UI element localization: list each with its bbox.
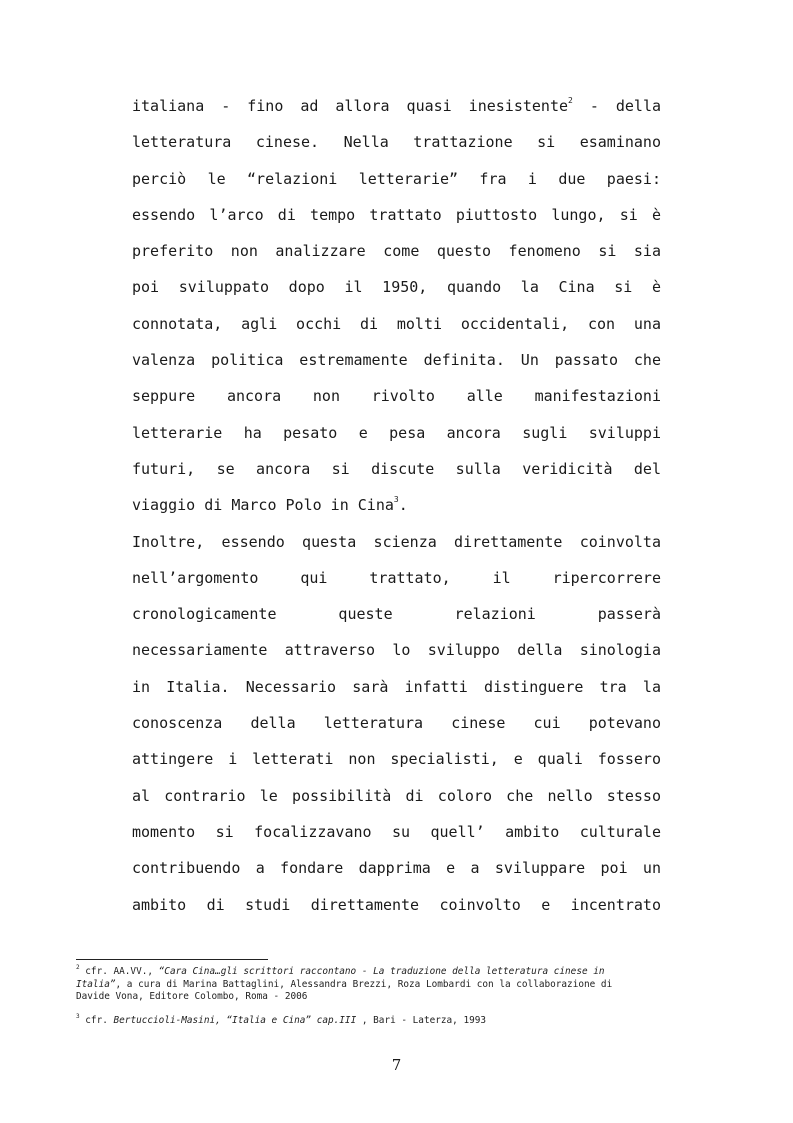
- text-line: nell’argomento qui trattato, il ripercorrere: [132, 568, 661, 587]
- text-line: valenza politica estremamente definita. Un passato che: [132, 351, 661, 370]
- footnote-line: $^3$ cfr. Bertuccioli-Masini, “Italia e Cina” cap.III , Bari - Laterza, 1993: [76, 1013, 487, 1026]
- text-line: cronologicamente queste relazioni passerà: [132, 605, 661, 624]
- text-line: necessariamente attraverso lo sviluppo della sinologia: [132, 641, 661, 660]
- footnote-divider: [76, 959, 268, 960]
- text-line: Inoltre, essendo questa scienza direttamente coinvolta: [132, 532, 661, 551]
- text-line: momento si focalizzavano su quell’ ambito culturale: [132, 822, 661, 841]
- text-line: letterarie ha pesato e pesa ancora sugli sviluppi: [132, 423, 661, 442]
- text-line: perciò le “relazioni letterarie” fra i due paesi:: [132, 169, 661, 188]
- text-line: essendo l’arco di tempo trattato piuttosto lungo, si è: [132, 205, 661, 224]
- body-text: [132, 88, 661, 923]
- footnote-line: Davide Vona, Editore Colombo, Roma - 2006: [76, 991, 308, 1002]
- text-line: conoscenza della letteratura cinese cui potevano: [132, 714, 661, 733]
- text-line: attingere i letterati non specialisti, e quali fossero: [132, 750, 661, 769]
- text-line: viaggio di Marco Polo in Cina$^3$.: [132, 495, 408, 515]
- text-line: ambito di studi direttamente coinvolto e incentrato: [132, 895, 661, 914]
- footnote-mark: 3: [76, 1013, 80, 1020]
- footnote-ref-3[interactable]: 3: [393, 495, 399, 505]
- text-line: letteratura cinese. Nella trattazione si esaminano: [132, 133, 661, 152]
- footnote-line: Italia”, a cura di Marina Battaglini, Alessandra Brezzi, Roza Lombardi con la collaborazione di: [76, 978, 613, 990]
- text-line: in Italia. Necessario sarà infatti distinguere tra la: [132, 677, 661, 696]
- footnote-mark: 2: [76, 964, 80, 971]
- text-line: italiana - fino ad allora quasi inesistente$^2$ - della: [132, 96, 662, 115]
- footnote-line: $^2$ cfr. AA.VV., “Cara Cina…gli scrittori raccontano - La traduzione della letteratura cinese in: [76, 964, 605, 977]
- text-line: connotata, agli occhi di molti occidentali, con una: [132, 314, 661, 333]
- footnote-2: [76, 966, 687, 1004]
- footnote-ref-2[interactable]: 2: [568, 96, 573, 105]
- text-line: futuri, se ancora si discute sulla veridicità del: [132, 459, 661, 478]
- footnote-3: [76, 1015, 687, 1028]
- page-number: 7: [391, 1056, 402, 1074]
- text-line: poi sviluppato dopo il 1950, quando la Cina si è: [132, 278, 661, 297]
- text-line: seppure ancora non rivolto alle manifestazioni: [132, 387, 661, 406]
- text-line: contribuendo a fondare dapprima e a sviluppare poi un: [132, 859, 661, 878]
- text-line: al contrario le possibilità di coloro che nello stesso: [132, 786, 661, 805]
- text-line: preferito non analizzare come questo fenomeno si sia: [132, 242, 661, 261]
